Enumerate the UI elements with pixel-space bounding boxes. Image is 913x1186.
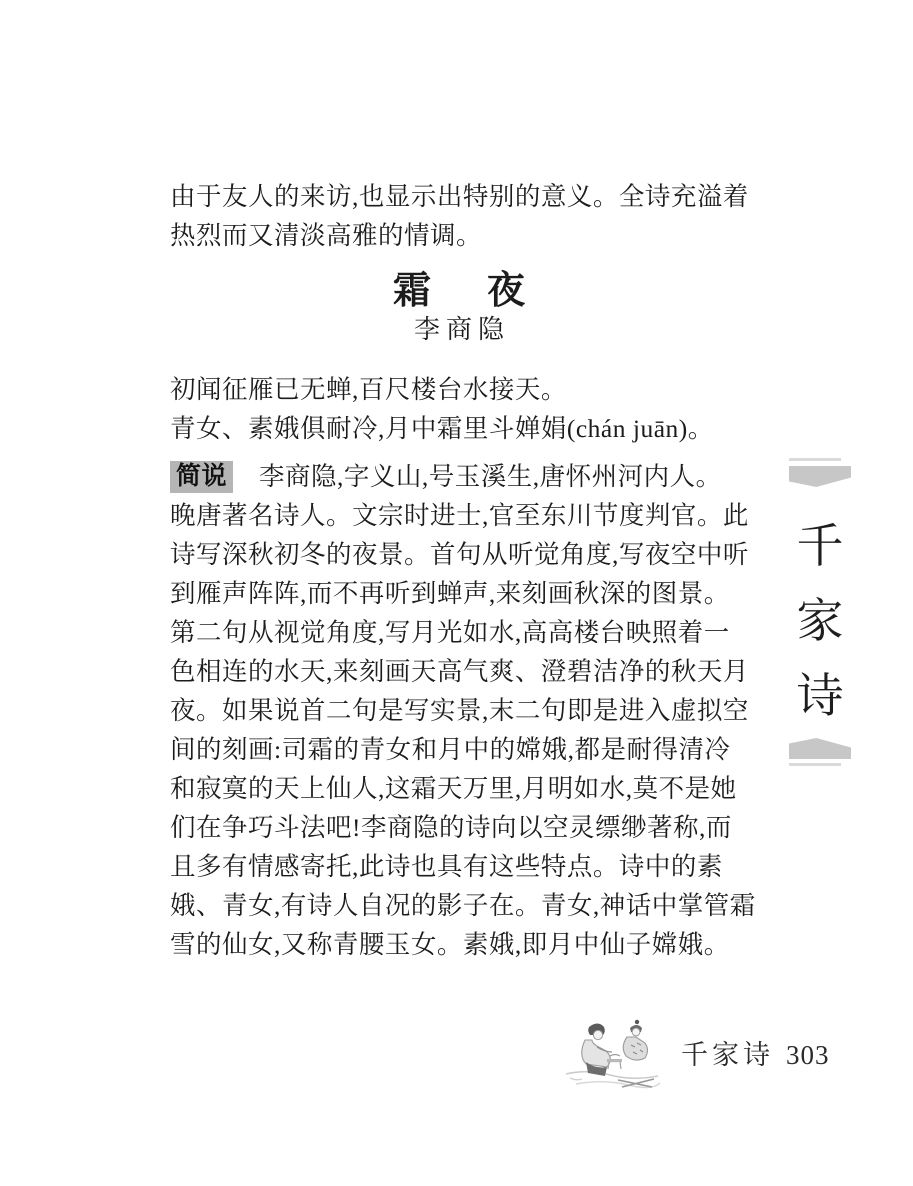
- commentary-line: 色相连的水天,来刻画天高气爽、澄碧洁净的秋天月: [170, 657, 749, 686]
- commentary-line: 们在争巧斗法吧!李商隐的诗向以空灵缥缈著称,而: [170, 813, 732, 842]
- commentary-line: 和寂寞的天上仙人,这霜天万里,月明如水,莫不是她: [170, 774, 737, 803]
- commentary-first-line: [170, 457, 770, 496]
- tab-ribbon-top-icon: [789, 466, 851, 487]
- tab-book-title: [789, 511, 851, 736]
- margin-tab: [789, 458, 851, 766]
- intro-line: 由于友人的来访,也显示出特别的意义。全诗充溢着: [170, 182, 749, 211]
- footer-book-title: 千家诗: [681, 1040, 774, 1070]
- commentary-line: 晚唐著名诗人。文宗时进士,官至东川节度判官。此: [170, 501, 749, 530]
- commentary-line: 夜。如果说首二句是写实景,末二句即是进入虚拟空: [170, 696, 749, 725]
- commentary-lines: [170, 496, 770, 964]
- poem-title: [170, 267, 748, 315]
- intro-line: 热烈而又清淡高雅的情调。: [170, 221, 483, 250]
- footer-text: [681, 1040, 830, 1071]
- commentary-label: 简说: [170, 461, 233, 493]
- footer-page-number: 303: [786, 1040, 830, 1070]
- poem-title-char: 霜: [392, 270, 431, 312]
- tab-rule-bottom: [789, 763, 841, 766]
- intro-paragraph: [170, 177, 770, 255]
- commentary-line: 第二句从视觉角度,写月光如水,高高楼台映照着一: [170, 618, 730, 647]
- commentary-line: 间的刻画:司霜的青女和月中的嫦娥,都是耐得清冷: [170, 735, 731, 764]
- commentary-first-text: 李商隐,字义山,号玉溪生,唐怀州河内人。: [259, 462, 722, 491]
- tab-book-title-char: 家: [796, 596, 844, 648]
- commentary-line: 且多有情感寄托,此诗也具有这些特点。诗中的素: [170, 852, 723, 881]
- poem-title-char: 夜: [487, 270, 526, 312]
- poem-line: 青女、素娥俱耐冷,月中霜里斗婵娟(chán juān)。: [170, 414, 714, 443]
- commentary-line: 诗写深秋初冬的夜景。首句从听觉角度,写夜空中听: [170, 540, 749, 569]
- commentary: [170, 457, 770, 964]
- tab-rule-top: [789, 458, 841, 461]
- tab-ribbon-bottom-icon: [789, 738, 851, 759]
- tab-book-title-char: 千: [796, 521, 844, 573]
- seated-figures-illustration-icon: [560, 1014, 664, 1096]
- tab-book-title-char: 诗: [796, 671, 844, 723]
- commentary-line: 雪的仙女,又称青腰玉女。素娥,即月中仙子嫦娥。: [170, 930, 730, 959]
- commentary-line: 到雁声阵阵,而不再听到蝉声,来刻画秋深的图景。: [170, 579, 730, 608]
- poem-author: 李商隐: [413, 315, 510, 344]
- poem-line: 初闻征雁已无蝉,百尺楼台水接天。: [170, 375, 567, 404]
- poem-body: [170, 370, 770, 448]
- commentary-line: 娥、青女,有诗人自况的影子在。青女,神话中掌管霜: [170, 891, 756, 920]
